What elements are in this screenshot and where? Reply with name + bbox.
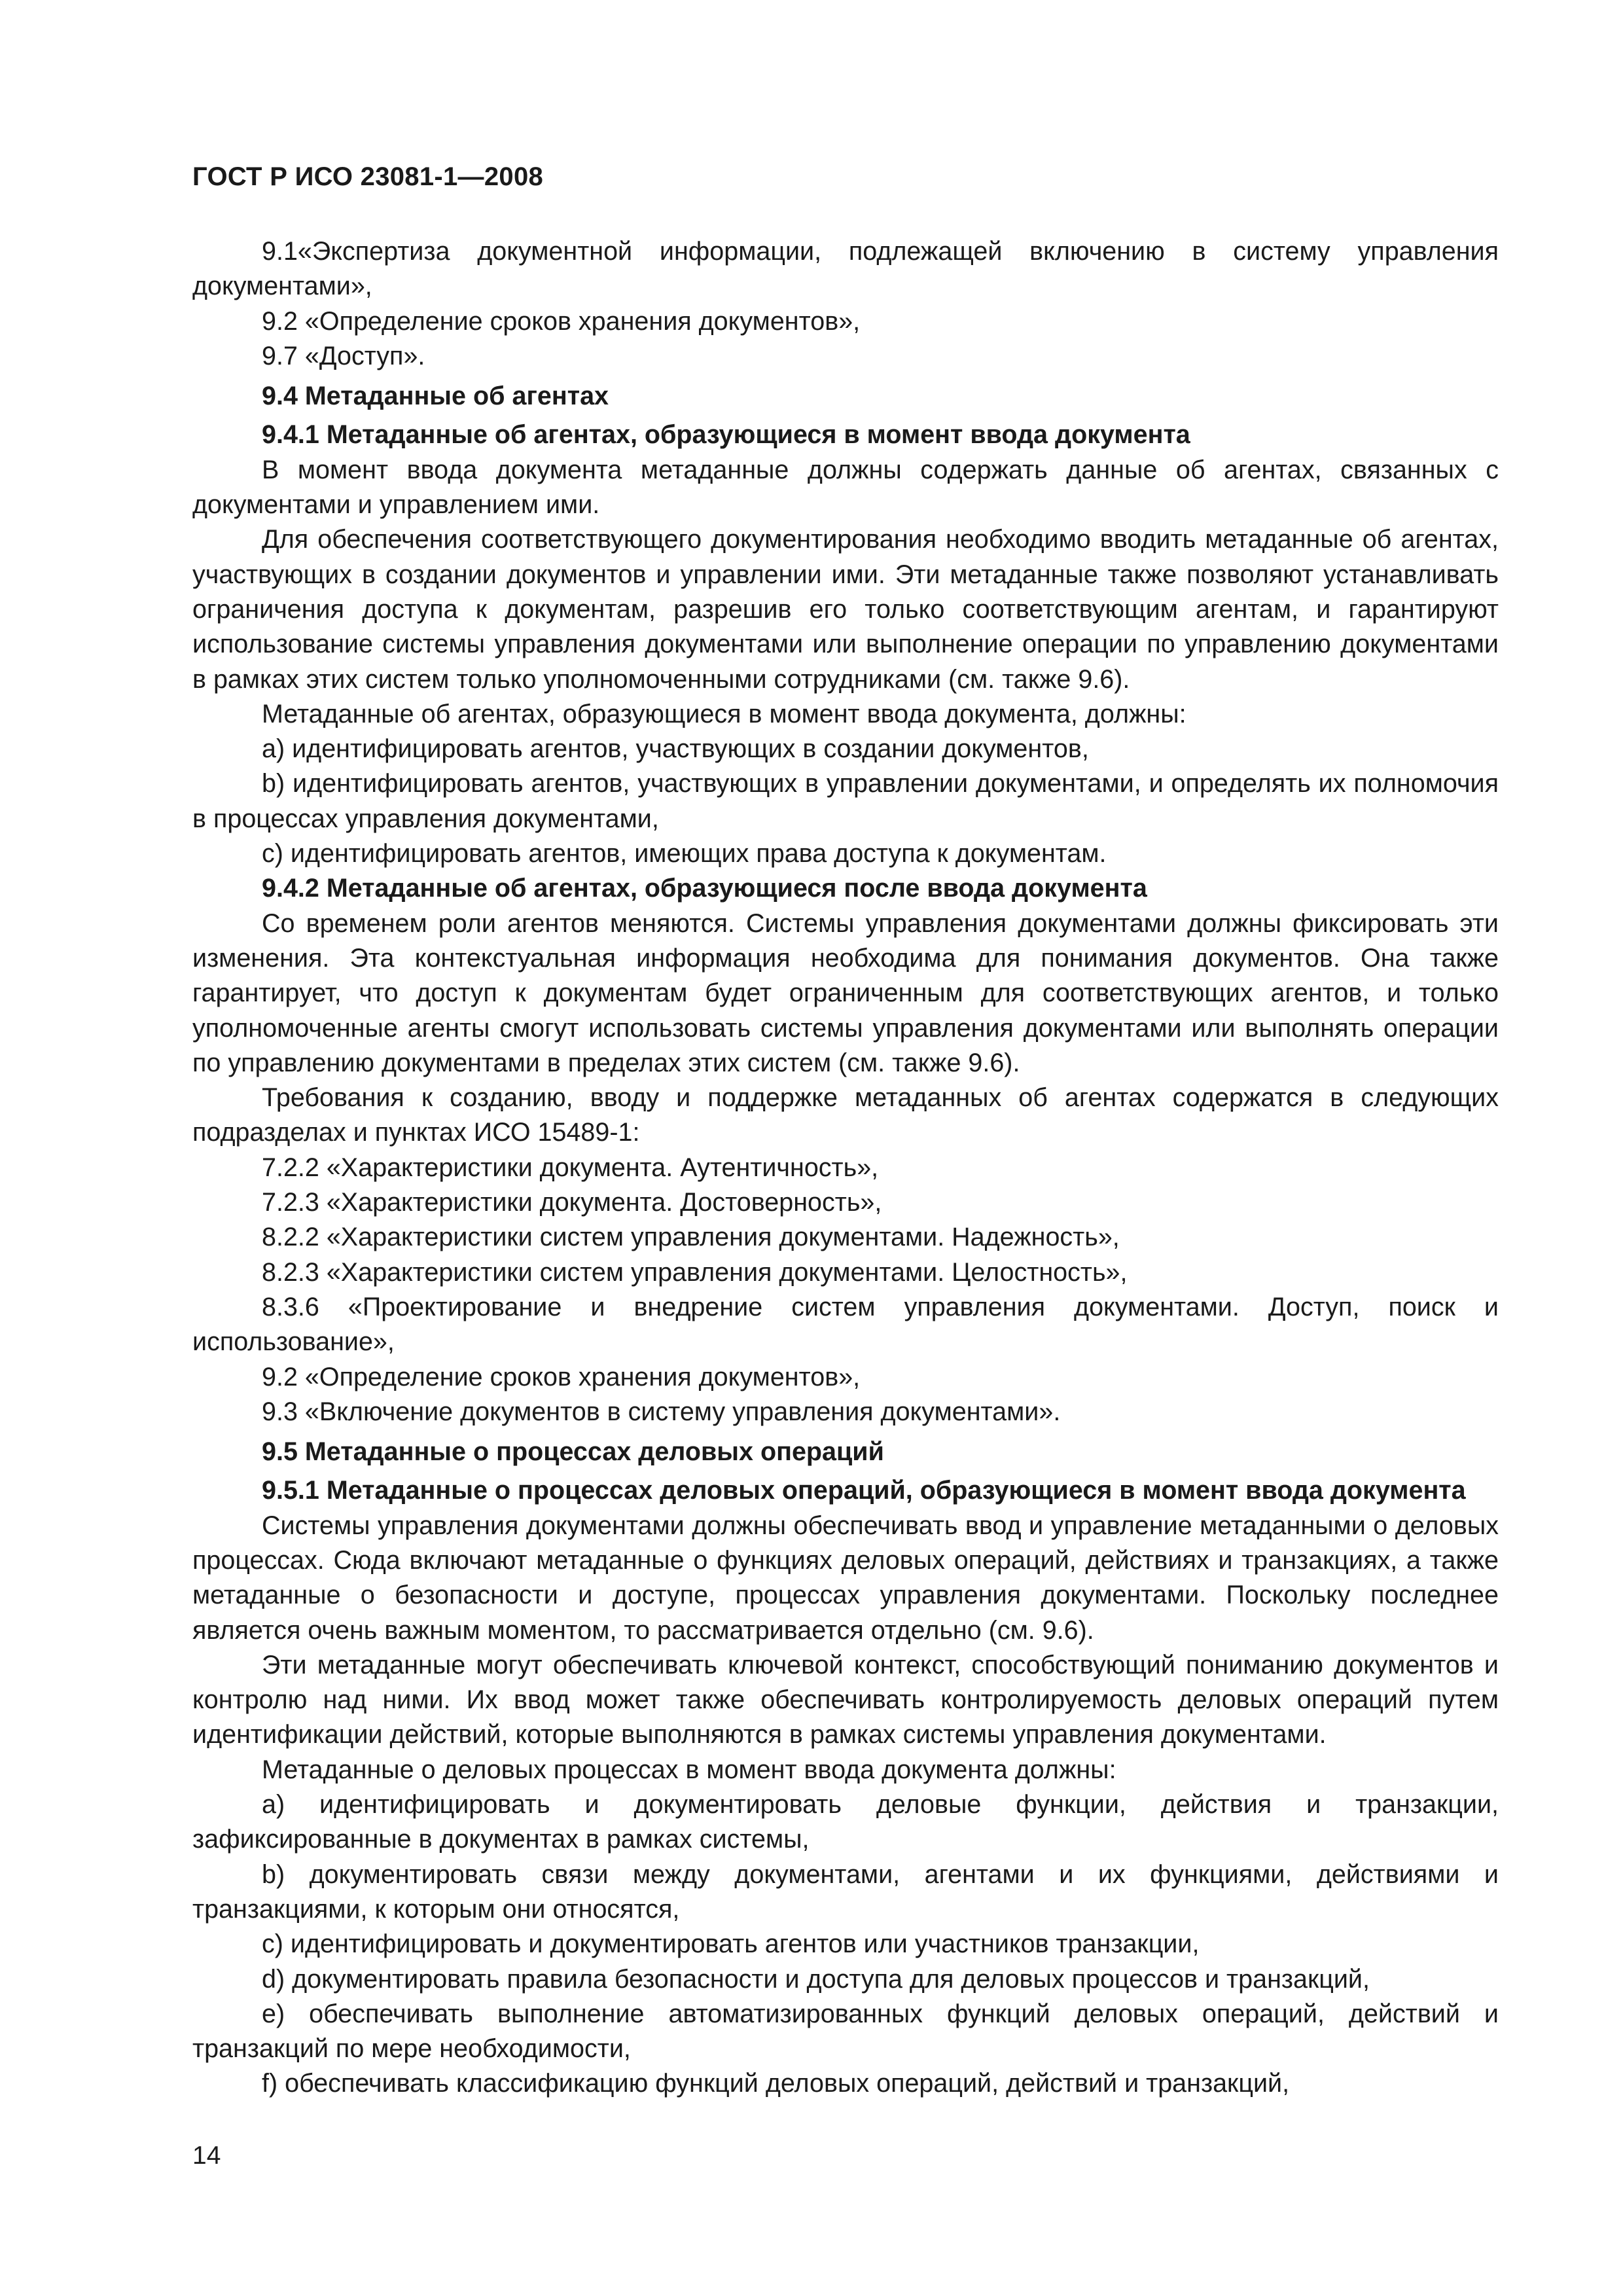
list-item-c: c) идентифицировать агентов, имеющих права доступа к документам. [262, 839, 1107, 869]
section-heading-9-5: 9.5 Метаданные о процессах деловых операций [262, 1437, 884, 1467]
reference-list-item: 9.2 «Определение сроков хранения документов», [262, 1362, 861, 1391]
list-item-b: b) идентифицировать агентов, участвующих в управлении документами, и определять их полномочия в процессах управления документами, [192, 769, 1499, 833]
list-item-f: f) обеспечивать классификацию функций деловых операций, действий и транзакций, [262, 2069, 1290, 2098]
paragraph-list-item-9-7: 9.7 «Доступ». [262, 341, 425, 370]
subsection-heading-9-4-2: 9.4.2 Метаданные об агентах, образующиеся после ввода документа [262, 874, 1147, 903]
reference-list-item: 8.2.3 «Характеристики систем управления документами. Целостность», [262, 1257, 1128, 1287]
section-heading-9-4: 9.4 Метаданные об агентах [262, 382, 609, 411]
reference-list-item: 8.3.6 «Проектирование и внедрение систем управления документами. Доступ, поиск и использование», [192, 1292, 1499, 1357]
paragraph: Для обеспечения соответствующего документирования необходимо вводить метаданные об агентах, участвующих в создании документов и управлении ими. Эти метаданные также позволяют устанавливать ограничения доступа к документам, разрешив его только соответствующим агентам, и гарантируют использование системы управления документами или выполнение операции по управлению документами в рамках этих систем только уполномоченными сотрудниками (см. также 9.6). [192, 525, 1499, 694]
subsection-heading-9-4-1: 9.4.1 Метаданные об агентах, образующиеся в момент ввода документа [262, 420, 1190, 450]
paragraph-list-item-9-1: 9.1«Экспертиза документной информации, подлежащей включению в систему управления документами», [192, 237, 1499, 301]
paragraph: Метаданные об агентах, образующиеся в момент ввода документа, должны: [262, 699, 1186, 728]
paragraph: Метаданные о деловых процессах в момент ввода документа должны: [262, 1755, 1116, 1784]
reference-list-item: 7.2.2 «Характеристики документа. Аутентичность», [262, 1153, 879, 1182]
list-item-d: d) документировать правила безопасности и доступа для деловых процессов и транзакций, [262, 1964, 1370, 1994]
document-body [192, 234, 1499, 2102]
paragraph: Со временем роли агентов меняются. Системы управления документами должны фиксировать эти изменения. Эта контекстуальная информация необходима для понимания документов. Она также гарантирует, что доступ к документам будет ограниченным для соответствующих агентов, и только уполномоченные агенты смогут использовать системы управления документами или выполнять операции по управлению документами в пределах этих систем (см. также 9.6). [192, 908, 1499, 1077]
reference-list-item: 7.2.3 «Характеристики документа. Достоверность», [262, 1188, 882, 1217]
paragraph: Требования к созданию, вводу и поддержке метаданных об агентах содержатся в следующих подразделах и пунктах ИСО 15489-1: [192, 1083, 1499, 1147]
paragraph: В момент ввода документа метаданные должны содержать данные об агентах, связанных с документами и управлением ими. [192, 455, 1499, 520]
reference-list-item: 9.3 «Включение документов в систему управления документами». [262, 1397, 1061, 1426]
list-item-a: a) идентифицировать и документировать деловые функции, действия и транзакции, зафиксированные в документах в рамках системы, [192, 1790, 1499, 1854]
list-item-e: e) обеспечивать выполнение автоматизированных функций деловых операций, действий и транзакций по мере необходимости, [192, 1999, 1499, 2064]
paragraph: Системы управления документами должны обеспечивать ввод и управление метаданными о деловых процессах. Сюда включают метаданные о функциях деловых операций, действиях и транзакциях, а также метаданные о безопасности и доступе, процессах управления документами. Поскольку последнее является очень важным моментом, то рассматривается отдельно (см. 9.6). [192, 1511, 1499, 1645]
reference-list-item: 8.2.2 «Характеристики систем управления документами. Надежность», [262, 1223, 1120, 1252]
document-header-standard-code: ГОСТ Р ИСО 23081-1—2008 [192, 162, 544, 191]
subsection-heading-9-5-1: 9.5.1 Метаданные о процессах деловых операций, образующиеся в момент ввода документа [262, 1476, 1466, 1505]
list-item-c: c) идентифицировать и документировать агентов или участников транзакции, [262, 1929, 1200, 1959]
paragraph-list-item-9-2: 9.2 «Определение сроков хранения документов», [262, 306, 861, 336]
list-item-b: b) документировать связи между документами, агентами и их функциями, действиями и транзакциями, к которым они относятся, [192, 1859, 1499, 1924]
list-item-a: a) идентифицировать агентов, участвующих в создании документов, [262, 734, 1089, 764]
paragraph: Эти метаданные могут обеспечивать ключевой контекст, способствующий пониманию документов и контролю над ними. Их ввод может также обеспечивать контролируемость деловых операций путем идентификации действий, которые выполняются в рамках системы управления документами. [192, 1650, 1499, 1749]
page-number: 14 [192, 2142, 221, 2170]
